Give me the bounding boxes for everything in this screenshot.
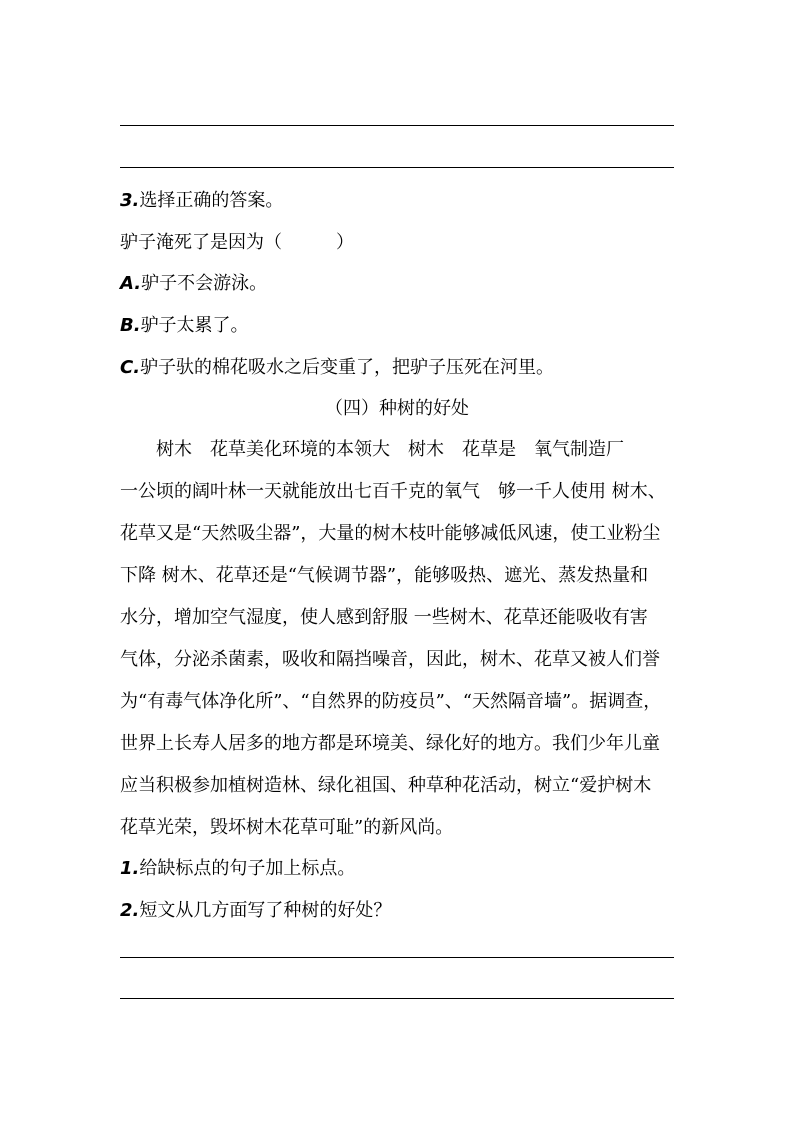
- paragraph-line: 应当积极参加植树造林、绿化祖国、种草种花活动，树立“爱护树木: [120, 775, 652, 796]
- question-3: [120, 189, 283, 213]
- question-number: 1.: [120, 858, 140, 879]
- option-text: 驴子不会游泳。: [141, 273, 268, 294]
- paragraph-line: 花草又是“天然吸尘器”，大量的树木枝叶能够减低风速，使工业粉尘: [120, 523, 661, 544]
- answer-line-3: [120, 957, 674, 958]
- question-2: [120, 899, 391, 923]
- answer-line-2: [120, 167, 674, 168]
- question-text: 给缺标点的句子加上标点。: [139, 858, 356, 879]
- paragraph-line: 水分，增加空气湿度，使人感到舒服 一些树木、花草还能吸收有害: [120, 607, 648, 628]
- answer-line-1: [120, 125, 674, 126]
- paragraph-line: 为“有毒气体净化所”、“自然界的防疫员”、“天然隔音墙”。据调查，: [120, 691, 662, 712]
- option-c: [120, 356, 554, 380]
- question-text: 选择正确的答案。: [139, 190, 284, 211]
- option-letter: C.: [120, 357, 141, 378]
- paragraph-line: 花草光荣，毁坏树木花草可耻”的新风尚。: [120, 817, 454, 838]
- question-text: 短文从几方面写了种树的好处？: [139, 900, 392, 921]
- paragraph-line: 世界上长寿人居多的地方都是环境美、绿化好的地方。我们少年儿童: [120, 733, 660, 754]
- option-b: [120, 314, 249, 338]
- answer-line-4: [120, 998, 674, 999]
- option-a: [120, 272, 267, 296]
- option-text: 驴子驮的棉花吸水之后变重了，把驴子压死在河里。: [140, 357, 555, 378]
- paragraph-line: 一公顷的阔叶林一天就能放出七百千克的氧气 够一千人使用 树木、: [120, 481, 666, 502]
- question-number: 3.: [120, 190, 140, 211]
- section-title: （四）种树的好处: [325, 398, 469, 419]
- question-stem: 驴子淹死了是因为（ ）: [120, 232, 354, 253]
- question-1: [120, 857, 355, 881]
- option-text: 驴子太累了。: [140, 315, 249, 336]
- paragraph-line: 下降 树木、花草还是“气候调节器”，能够吸热、遮光、蒸发热量和: [120, 565, 649, 586]
- paragraph-line: 树木 花草美化环境的本领大 树木 花草是 氧气制造厂: [120, 439, 624, 460]
- question-number: 2.: [120, 900, 140, 921]
- option-letter: A.: [120, 273, 142, 294]
- paragraph-line: 气体，分泌杀菌素，吸收和隔挡噪音，因此，树木、花草又被人们誉: [120, 649, 660, 670]
- option-letter: B.: [120, 315, 141, 336]
